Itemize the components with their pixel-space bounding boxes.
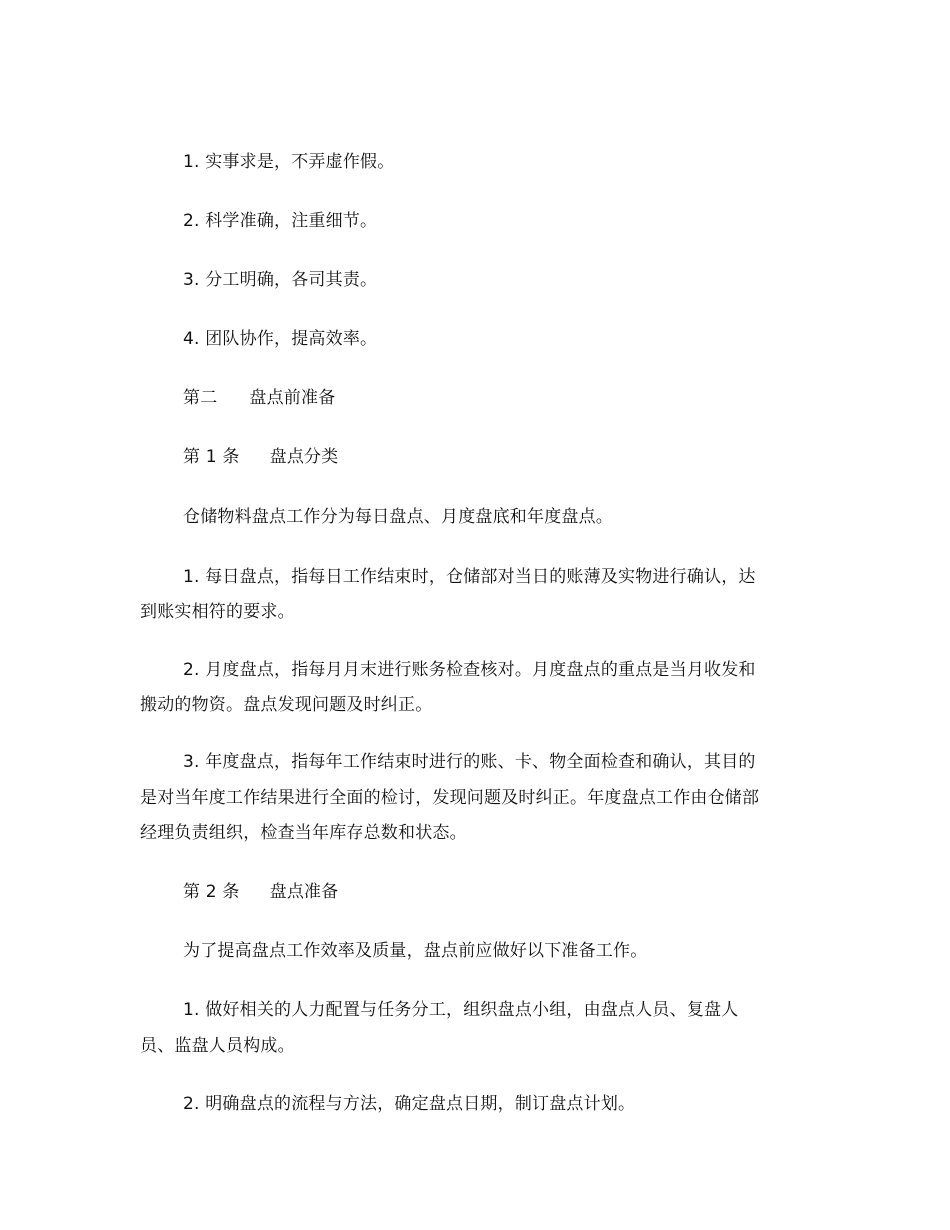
article-1-item-3-line-1: 3. 年度盘点，指每年工作结束时进行的账、卡、物全面检查和确认，其目的 xyxy=(183,752,756,772)
article-1-item-2-line-1: 2. 月度盘点，指每月月末进行账务检查核对。月度盘点的重点是当月收发和 xyxy=(183,660,756,680)
article-1-intro: 仓储物料盘点工作分为每日盘点、月度盘底和年度盘点。 xyxy=(183,507,613,527)
section-number: 第二 xyxy=(183,388,218,408)
article-number: 第 1 条 xyxy=(183,447,240,467)
principle-2: 2. 科学准确，注重细节。 xyxy=(183,211,378,231)
article-1-item-2-line-2: 搬动的物资。盘点发现问题及时纠正。 xyxy=(140,695,433,715)
section-2-heading xyxy=(183,387,335,409)
article-1-item-3-line-3: 经理负责组织，检查当年库存总数和状态。 xyxy=(140,823,467,843)
principle-3: 3. 分工明确，各司其责。 xyxy=(183,270,378,290)
article-title: 盘点准备 xyxy=(269,882,339,902)
article-1-heading xyxy=(183,446,338,468)
article-1-item-1-line-2: 到账实相符的要求。 xyxy=(140,602,295,622)
principle-4: 4. 团队协作，提高效率。 xyxy=(183,329,378,349)
article-number: 第 2 条 xyxy=(183,882,240,902)
article-2-heading xyxy=(183,881,338,903)
section-title: 盘点前准备 xyxy=(249,388,336,408)
article-2-item-2-line-1: 2. 明确盘点的流程与方法，确定盘点日期，制订盘点计划。 xyxy=(183,1094,636,1114)
article-2-intro: 为了提高盘点工作效率及质量，盘点前应做好以下准备工作。 xyxy=(183,941,648,961)
article-title: 盘点分类 xyxy=(269,447,339,467)
article-1-item-3-line-2: 是对当年度工作结果进行全面的检讨，发现问题及时纠正。年度盘点工作由仓储部 xyxy=(140,788,760,808)
principle-1: 1. 实事求是，不弄虚作假。 xyxy=(183,152,395,172)
article-2-item-1-line-2: 员、监盘人员构成。 xyxy=(140,1036,295,1056)
article-1-item-1-line-1: 1. 每日盘点，指每日工作结束时，仓储部对当日的账薄及实物进行确认，达 xyxy=(183,567,756,587)
article-2-item-1-line-1: 1. 做好相关的人力配置与任务分工，组织盘点小组，由盘点人员、复盘人 xyxy=(183,1000,739,1020)
